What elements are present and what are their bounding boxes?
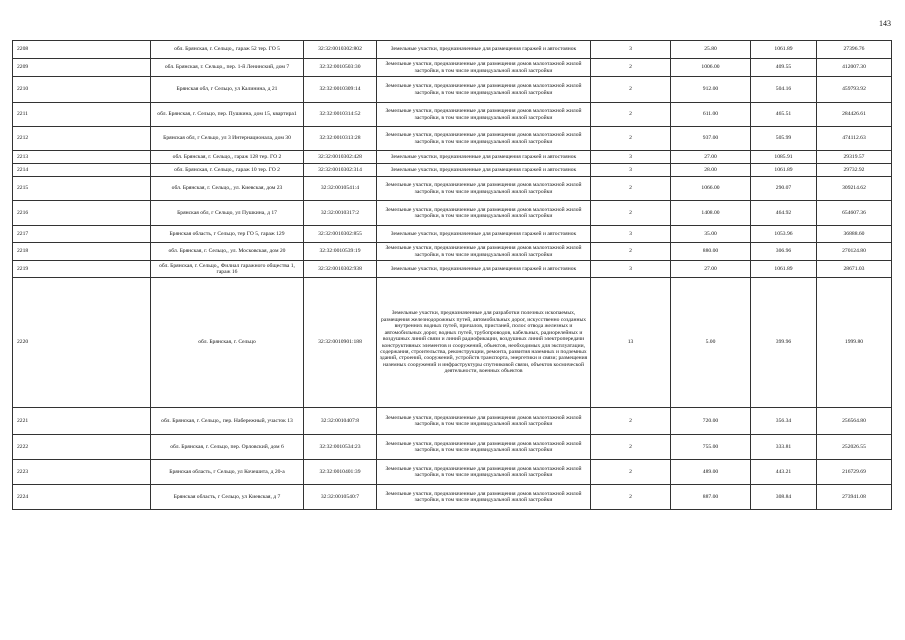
specific-value-cell: 356.34 [751, 408, 817, 435]
area-cell: 755.00 [671, 435, 751, 460]
address-cell: обл. Брянская, г. Сельцо,, гараж 10 тер. ГО 2 [151, 164, 304, 177]
table-row [13, 278, 892, 408]
cadastral-value-cell: 27396.76 [817, 41, 892, 59]
cadastral-number-cell: 32:32:0010541:4 [304, 177, 377, 201]
cadastral-number-cell: 32:32:0010302:428 [304, 151, 377, 164]
land-use-description-cell: Земельные участки, предназначенные для размещения гаражей и автостоянок [377, 226, 591, 243]
use-group-cell: 2 [591, 59, 671, 77]
cadastral-value-cell: 216729.69 [817, 460, 892, 485]
cadastral-value-cell: 270124.80 [817, 243, 892, 261]
address-cell: обл. Брянская, г. Сельцо [151, 278, 304, 408]
table-row [13, 177, 892, 201]
land-use-description-cell: Земельные участки, предназначенные для размещения гаражей и автостоянок [377, 41, 591, 59]
area-cell: 28.00 [671, 164, 751, 177]
table-row [13, 103, 892, 127]
area-cell: 912.00 [671, 77, 751, 103]
specific-value-cell: 464.92 [751, 201, 817, 226]
cadastral-value-cell: 36888.60 [817, 226, 892, 243]
land-use-description-cell: Земельные участки, предназначенные для размещения гаражей и автостоянок [377, 261, 591, 278]
cadastral-number-cell: 32:32:0010534:23 [304, 435, 377, 460]
row-number: 2224 [13, 485, 151, 510]
cadastral-register-table [12, 40, 892, 510]
land-use-description-cell: Земельные участки, предназначенные для размещения домов малоэтажной жилой застройки, в том числе индивидуальной жилой застройки [377, 408, 591, 435]
cadastral-value-cell: 252026.55 [817, 435, 892, 460]
row-number: 2219 [13, 261, 151, 278]
address-cell: обл. Брянская, г. Сельцо,, гараж 52 тер. ГО 5 [151, 41, 304, 59]
table-row [13, 485, 892, 510]
cadastral-number-cell: 32:32:0010901:188 [304, 278, 377, 408]
use-group-cell: 3 [591, 226, 671, 243]
table-row [13, 460, 892, 485]
cadastral-value-cell: 1999.80 [817, 278, 892, 408]
use-group-cell: 2 [591, 408, 671, 435]
use-group-cell: 2 [591, 485, 671, 510]
land-use-description-cell: Земельные участки, предназначенные для размещения домов малоэтажной жилой застройки, в том числе индивидуальной жилой застройки [377, 201, 591, 226]
row-number: 2220 [13, 278, 151, 408]
cadastral-number-cell: 32:32:0010302:855 [304, 226, 377, 243]
specific-value-cell: 1061.89 [751, 41, 817, 59]
row-number: 2223 [13, 460, 151, 485]
address-cell: обл. Брянская, г. Сельцо,, ул. Московская, дом 20 [151, 243, 304, 261]
address-cell: Брянская область, г Сельцо, ул Кочешита, д 20-а [151, 460, 304, 485]
land-use-description-cell: Земельные участки, предназначенные для размещения гаражей и автостоянок [377, 164, 591, 177]
specific-value-cell: 1053.96 [751, 226, 817, 243]
row-number: 2209 [13, 59, 151, 77]
land-use-description-cell: Земельные участки, предназначенные для разработки полезных ископаемых, размещения железнодорожных путей, автомобильных дорог, искусственно созданных внутренних водных путей, причалов, пристаней, полос отвода железных и автомобильных дорог, водных путей, трубопроводов, кабельных, радиорелейных и воздушных линий связи и линий радиофикации, воздушных линий электропередачи конструктивных элементов и сооружений, объектов, необходимых для эксплуатации, содержания, строительства, реконструкции, ремонта, развития наземных и подземных зданий, строений, сооружений, устройств транспорта, энергетики и связи; размещения наземных сооружений и инфраструктуры спутниковой связи, объектов космической деятельности, военных объектов [377, 278, 591, 408]
cadastral-number-cell: 32:32:0010314:52 [304, 103, 377, 127]
cadastral-number-cell: 32:32:0010309:14 [304, 77, 377, 103]
area-cell: 887.00 [671, 485, 751, 510]
cadastral-number-cell: 32:32:0010407:8 [304, 408, 377, 435]
table-row [13, 41, 892, 59]
area-cell: 611.00 [671, 103, 751, 127]
table-row [13, 127, 892, 151]
area-cell: 720.00 [671, 408, 751, 435]
use-group-cell: 3 [591, 164, 671, 177]
page-number: 143 [879, 19, 891, 28]
address-cell: обл. Брянская, г. Сельцо, пер. Пушкина, дом 15, квартира1 [151, 103, 304, 127]
row-number: 2213 [13, 151, 151, 164]
specific-value-cell: 308.84 [751, 485, 817, 510]
cadastral-value-cell: 412007.30 [817, 59, 892, 77]
register-body [13, 41, 892, 510]
area-cell: 35.00 [671, 226, 751, 243]
cadastral-value-cell: 29732.92 [817, 164, 892, 177]
cadastral-value-cell: 309214.62 [817, 177, 892, 201]
address-cell: Брянская обл, г Сельцо, ул Пушкина, д 17 [151, 201, 304, 226]
use-group-cell: 13 [591, 278, 671, 408]
use-group-cell: 2 [591, 435, 671, 460]
cadastral-value-cell: 459793.92 [817, 77, 892, 103]
cadastral-value-cell: 284426.61 [817, 103, 892, 127]
land-use-description-cell: Земельные участки, предназначенные для размещения домов малоэтажной жилой застройки, в том числе индивидуальной жилой застройки [377, 103, 591, 127]
cadastral-number-cell: 32:32:0010317:2 [304, 201, 377, 226]
address-cell: обл. Брянская, г. Сельцо,, гараж 128 тер. ГО 2 [151, 151, 304, 164]
specific-value-cell: 1061.89 [751, 164, 817, 177]
area-cell: 489.00 [671, 460, 751, 485]
area-cell: 25.80 [671, 41, 751, 59]
use-group-cell: 2 [591, 460, 671, 485]
area-cell: 880.00 [671, 243, 751, 261]
row-number: 2208 [13, 41, 151, 59]
specific-value-cell: 465.51 [751, 103, 817, 127]
cadastral-value-cell: 29319.57 [817, 151, 892, 164]
row-number: 2218 [13, 243, 151, 261]
cadastral-number-cell: 32:32:0010313:28 [304, 127, 377, 151]
use-group-cell: 2 [591, 201, 671, 226]
specific-value-cell: 333.81 [751, 435, 817, 460]
row-number: 2212 [13, 127, 151, 151]
land-use-description-cell: Земельные участки, предназначенные для размещения домов малоэтажной жилой застройки, в том числе индивидуальной жилой застройки [377, 243, 591, 261]
specific-value-cell: 399.96 [751, 278, 817, 408]
cadastral-number-cell: 32:32:0010401:39 [304, 460, 377, 485]
area-cell: 937.00 [671, 127, 751, 151]
area-cell: 1408.00 [671, 201, 751, 226]
cadastral-value-cell: 28671.03 [817, 261, 892, 278]
specific-value-cell: 306.96 [751, 243, 817, 261]
address-cell: обл. Брянская, г. Сельцо,, пер. 1-й Ленинский, дом 7 [151, 59, 304, 77]
use-group-cell: 2 [591, 127, 671, 151]
address-cell: Брянская обл, г Сельцо, ул Калинина, д 21 [151, 77, 304, 103]
table-row [13, 59, 892, 77]
land-use-description-cell: Земельные участки, предназначенные для размещения домов малоэтажной жилой застройки, в том числе индивидуальной жилой застройки [377, 177, 591, 201]
use-group-cell: 2 [591, 77, 671, 103]
cadastral-number-cell: 32:32:0010302:802 [304, 41, 377, 59]
area-cell: 1006.00 [671, 59, 751, 77]
specific-value-cell: 290.07 [751, 177, 817, 201]
specific-value-cell: 504.16 [751, 77, 817, 103]
use-group-cell: 2 [591, 243, 671, 261]
cadastral-number-cell: 32:32:0010302:938 [304, 261, 377, 278]
table-row [13, 226, 892, 243]
use-group-cell: 2 [591, 177, 671, 201]
table-row [13, 243, 892, 261]
specific-value-cell: 409.55 [751, 59, 817, 77]
cadastral-value-cell: 474112.63 [817, 127, 892, 151]
row-number: 2217 [13, 226, 151, 243]
row-number: 2210 [13, 77, 151, 103]
cadastral-value-cell: 654607.36 [817, 201, 892, 226]
table-row [13, 201, 892, 226]
address-cell: обл. Брянская, г. Сельцо,, Филиал гаражного общества 1, гараж 16 [151, 261, 304, 278]
address-cell: Брянская область, г Сельцо, ул Киевская, д 7 [151, 485, 304, 510]
land-use-description-cell: Земельные участки, предназначенные для размещения гаражей и автостоянок [377, 151, 591, 164]
area-cell: 5.00 [671, 278, 751, 408]
area-cell: 27.00 [671, 151, 751, 164]
land-use-description-cell: Земельные участки, предназначенные для размещения домов малоэтажной жилой застройки, в том числе индивидуальной жилой застройки [377, 435, 591, 460]
address-cell: Брянская обл, г Сельцо, ул 3 Интернационала, дом 30 [151, 127, 304, 151]
specific-value-cell: 505.99 [751, 127, 817, 151]
row-number: 2211 [13, 103, 151, 127]
cadastral-number-cell: 32:32:0010302:314 [304, 164, 377, 177]
address-cell: обл. Брянская, г. Сельцо,, пер. Набережный, участок 13 [151, 408, 304, 435]
cadastral-number-cell: 32:32:0010540:7 [304, 485, 377, 510]
row-number: 2216 [13, 201, 151, 226]
area-cell: 27.00 [671, 261, 751, 278]
area-cell: 1066.00 [671, 177, 751, 201]
row-number: 2214 [13, 164, 151, 177]
cadastral-value-cell: 256564.80 [817, 408, 892, 435]
use-group-cell: 3 [591, 261, 671, 278]
specific-value-cell: 1061.89 [751, 261, 817, 278]
land-use-description-cell: Земельные участки, предназначенные для размещения домов малоэтажной жилой застройки, в том числе индивидуальной жилой застройки [377, 59, 591, 77]
use-group-cell: 3 [591, 151, 671, 164]
cadastral-number-cell: 32:32:0010539:19 [304, 243, 377, 261]
specific-value-cell: 1085.91 [751, 151, 817, 164]
table-row [13, 261, 892, 278]
address-cell: обл. Брянская, г. Сельцо,, ул. Киевская, дом 23 [151, 177, 304, 201]
table-row [13, 164, 892, 177]
address-cell: Брянская область, г Сельцо, тер ГО 5, гараж 129 [151, 226, 304, 243]
table-row [13, 77, 892, 103]
table-row [13, 435, 892, 460]
land-use-description-cell: Земельные участки, предназначенные для размещения домов малоэтажной жилой застройки, в том числе индивидуальной жилой застройки [377, 460, 591, 485]
cadastral-number-cell: 32:32:0010503:30 [304, 59, 377, 77]
row-number: 2221 [13, 408, 151, 435]
cadastral-value-cell: 273941.08 [817, 485, 892, 510]
land-use-description-cell: Земельные участки, предназначенные для размещения домов малоэтажной жилой застройки, в том числе индивидуальной жилой застройки [377, 77, 591, 103]
address-cell: обл. Брянская, г. Сельцо, пер. Орловский, дом 6 [151, 435, 304, 460]
land-use-description-cell: Земельные участки, предназначенные для размещения домов малоэтажной жилой застройки, в том числе индивидуальной жилой застройки [377, 485, 591, 510]
table-row [13, 408, 892, 435]
land-use-description-cell: Земельные участки, предназначенные для размещения домов малоэтажной жилой застройки, в том числе индивидуальной жилой застройки [377, 127, 591, 151]
row-number: 2215 [13, 177, 151, 201]
row-number: 2222 [13, 435, 151, 460]
table-row [13, 151, 892, 164]
use-group-cell: 2 [591, 103, 671, 127]
specific-value-cell: 443.21 [751, 460, 817, 485]
use-group-cell: 3 [591, 41, 671, 59]
